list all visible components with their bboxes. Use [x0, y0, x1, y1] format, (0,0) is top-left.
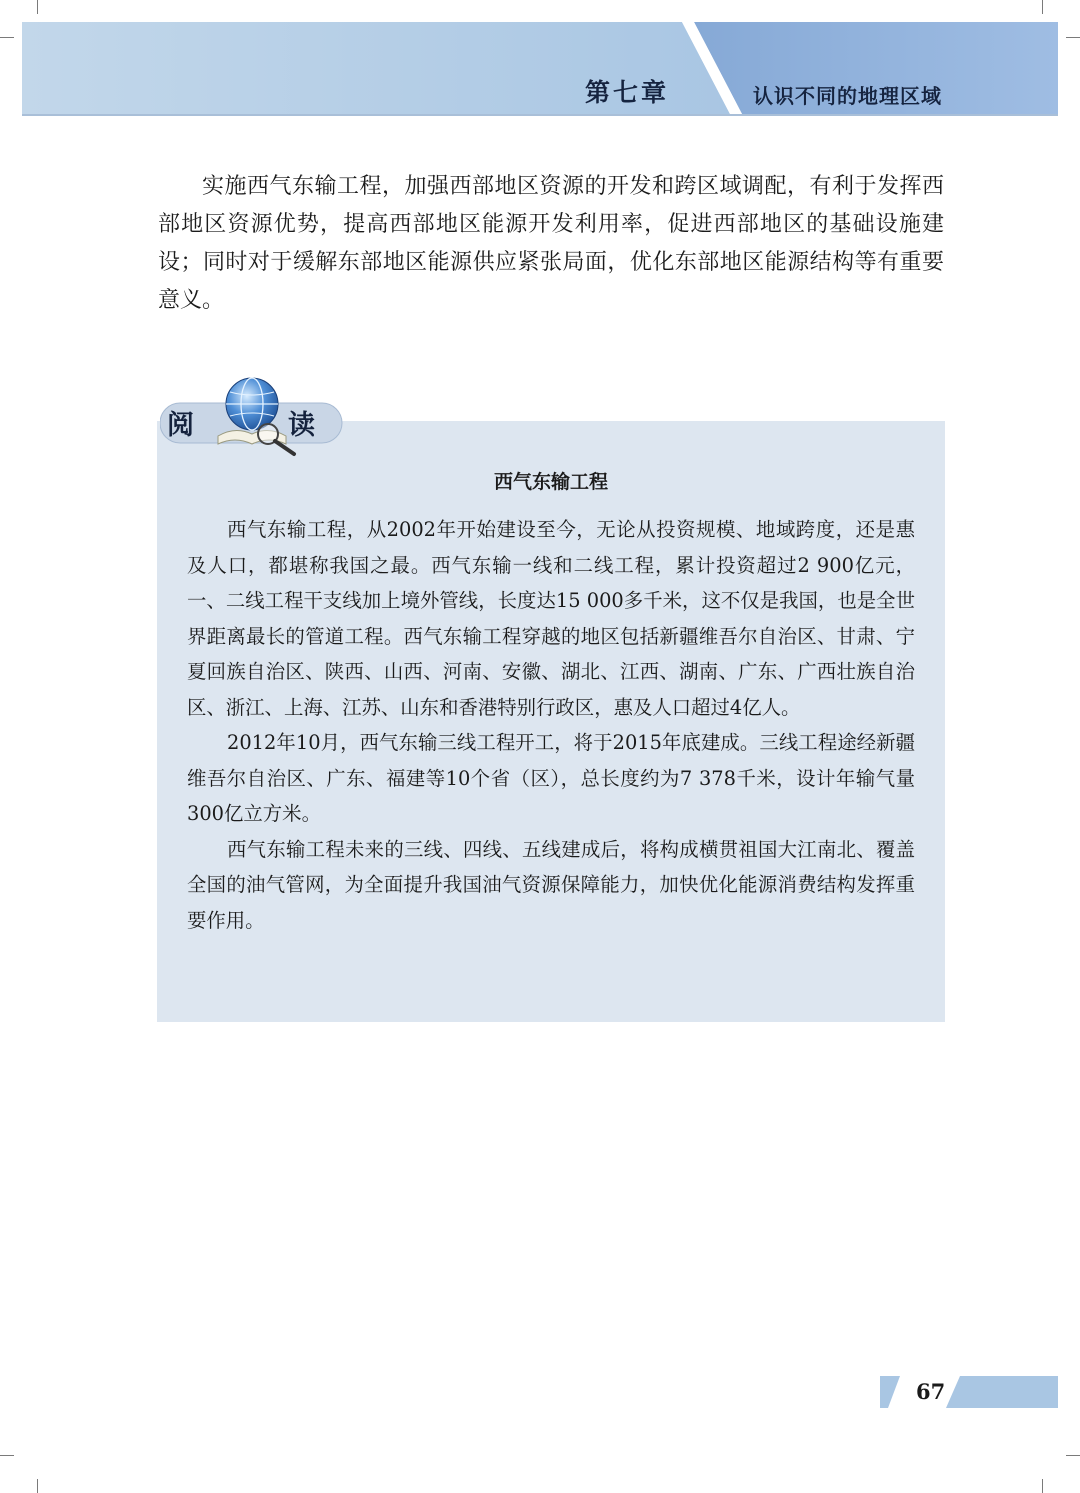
crop-mark — [0, 1455, 14, 1456]
page-tab-graphic — [880, 1376, 1058, 1408]
badge-label-right: 读 — [288, 410, 315, 441]
crop-mark — [37, 0, 38, 14]
chapter-number: 第七章 — [585, 78, 670, 107]
page-number-tab — [880, 1376, 1058, 1408]
reading-body — [187, 512, 915, 938]
crop-mark — [37, 1479, 38, 1493]
chapter-title: 认识不同的地理区域 — [753, 84, 942, 108]
reading-title: 西气东输工程 — [493, 471, 608, 493]
badge-label-left: 阅 — [167, 410, 194, 441]
crop-mark — [1066, 1455, 1080, 1456]
crop-mark — [1066, 37, 1080, 38]
page-number: 67 — [916, 1379, 946, 1404]
crop-mark — [1042, 0, 1043, 14]
crop-mark — [0, 37, 14, 38]
reading-paragraph: 西气东输工程，从2002年开始建设至今，无论从投资规模、地域跨度，还是惠及人口，都堪称我国之最。西气东输一线和二线工程，累计投资超过2 900亿元，一、二线工程干支线加上境外管线，长度达15 000多千米，这不仅是我国，也是全世界距离最长的管道工程。西气东输工程穿越的地区包括新疆维吾尔自治区、甘肃、宁夏回族自治区、陕西、山西、河南、安徽、湖北、江西、湖南、广东、广西壮族自治区、浙江、上海、江苏、山东和香港特别行政区，惠及人口超过4亿人。 — [187, 518, 915, 719]
reading-paragraph: 2012年10月，西气东输三线工程开工，将于2015年底建成。三线工程途经新疆维吾尔自治区、广东、福建等10个省（区），总长度约为7 378千米，设计年输气量300亿立方米。 — [187, 731, 915, 825]
reading-badge — [160, 370, 345, 460]
body-paragraph: 实施西气东输工程，加强西部地区资源的开发和跨区域调配，有利于发挥西部地区资源优势，提高西部地区能源开发利用率，促进西部地区的基础设施建设；同时对于缓解东部地区能源供应紧张局面，优化东部地区能源结构等有重要意义。 — [158, 174, 944, 313]
header-rule — [22, 114, 1058, 116]
reading-paragraph: 西气东输工程未来的三线、四线、五线建成后，将构成横贯祖国大江南北、覆盖全国的油气管网，为全面提升我国油气资源保障能力，加快优化能源消费结构发挥重要作用。 — [187, 837, 915, 932]
crop-mark — [1042, 1479, 1043, 1493]
